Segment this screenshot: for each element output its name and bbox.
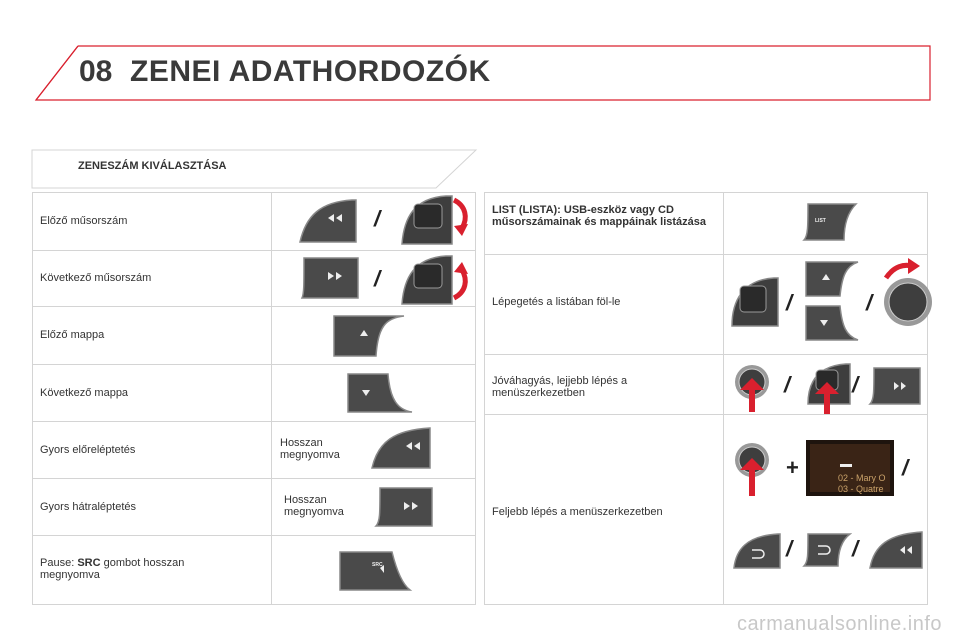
watermark: carmanualsonline.info xyxy=(736,613,942,635)
folder-down-button-icon xyxy=(344,370,414,416)
list-button-label: LIST xyxy=(815,218,826,224)
row-note-fast-forward: Hosszan megnyomva xyxy=(280,437,340,461)
separator-slash: / xyxy=(902,455,909,480)
rotary-knob-rotate-icon xyxy=(878,256,944,332)
separator-slash: / xyxy=(852,536,859,561)
separator-slash: / xyxy=(866,290,873,315)
screen-line-2: 03 - Quatre xyxy=(838,484,884,494)
src-button-icon xyxy=(336,548,414,594)
row-label-next-folder: Következő mappa xyxy=(40,387,129,399)
screen-line-1: 02 - Mary O xyxy=(838,473,886,483)
row-label-pause xyxy=(40,557,230,581)
separator-slash: / xyxy=(374,206,381,231)
row-label-list: LIST (LISTA): USB-eszköz vagy CD műsorszámainak és mappáinak listázása xyxy=(492,204,706,228)
rotary-knob-press-icon xyxy=(732,440,772,498)
separator-slash: / xyxy=(786,290,793,315)
row-label-next-track: Következő műsorszám xyxy=(40,272,152,284)
plus-sign: + xyxy=(786,455,799,480)
steering-scroll-wheel-down-icon xyxy=(396,192,472,248)
row-label-fast-forward: Gyors előreléptetés xyxy=(40,444,136,456)
separator-slash: / xyxy=(374,266,381,291)
src-button-label: SRC xyxy=(372,562,383,568)
steering-scroll-wheel-icon xyxy=(728,274,780,330)
steering-wheel-press-icon xyxy=(804,360,852,416)
row-label-prev-folder: Előző mappa xyxy=(40,329,105,341)
row-label-back-up: Feljebb lépés a menüszerkezetben xyxy=(492,506,663,518)
next-track-button-icon xyxy=(294,254,362,302)
row-label-scroll-list: Lépegetés a listában föl-le xyxy=(492,296,621,308)
separator-slash: / xyxy=(784,372,791,397)
row-label-confirm: Jóváhagyás, lejjebb lépés a menüszerkezetben xyxy=(492,375,628,399)
pause-prefix: Pause: xyxy=(40,557,78,569)
folder-up-button-icon xyxy=(330,312,406,360)
rotary-knob-press-icon xyxy=(732,362,772,414)
section-subtitle: ZENESZÁM KIVÁLASZTÁSA xyxy=(78,160,227,172)
row-label-rewind: Gyors hátraléptetés xyxy=(40,501,136,513)
prev-track-button-icon xyxy=(292,196,360,244)
list-up-button-icon xyxy=(802,258,860,300)
back-button-icon xyxy=(730,530,782,572)
back-button-icon xyxy=(800,530,852,570)
separator-slash: / xyxy=(786,536,793,561)
row-note-rewind: Hosszan megnyomva xyxy=(284,494,344,518)
next-button-icon xyxy=(866,364,922,408)
pause-src-key: SRC xyxy=(77,557,101,569)
separator-slash: / xyxy=(852,372,859,397)
chapter-number: 08 xyxy=(79,55,113,88)
hold-seek-back-button-icon xyxy=(368,424,434,472)
page-title: ZENEI ADATHORDOZÓK xyxy=(130,55,491,88)
steering-scroll-wheel-up-icon xyxy=(396,252,472,308)
hold-seek-forward-button-icon xyxy=(372,484,434,530)
list-down-button-icon xyxy=(802,302,860,344)
prev-button-icon xyxy=(866,528,924,572)
pause-suffix: gombot hosszan megnyomva xyxy=(40,557,185,581)
row-label-prev-track: Előző műsorszám xyxy=(40,215,128,227)
list-button-icon xyxy=(800,200,860,244)
